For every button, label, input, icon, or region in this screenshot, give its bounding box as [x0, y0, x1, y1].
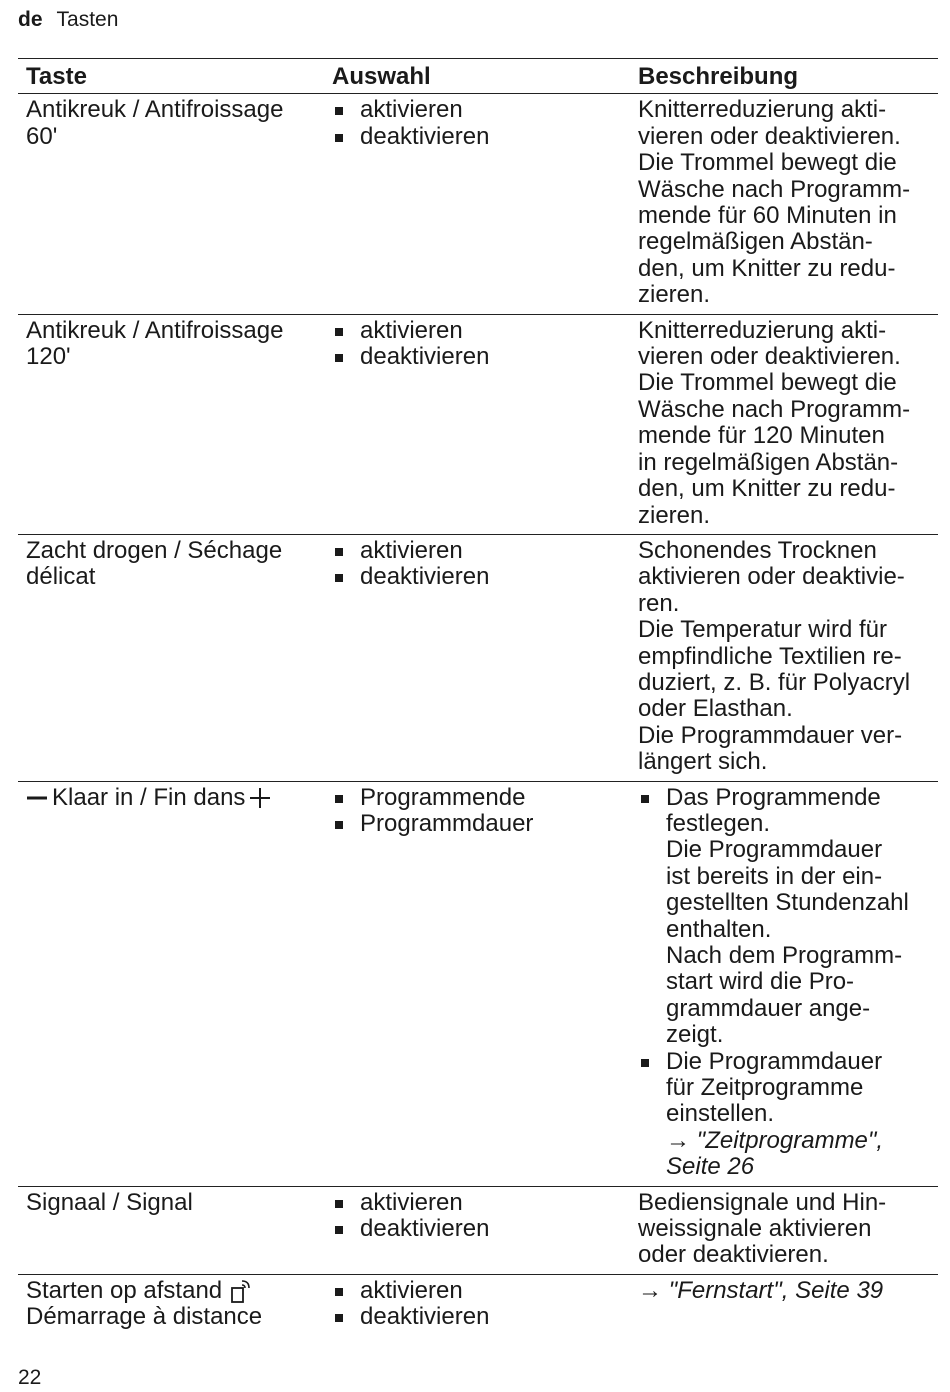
- selection-list: [332, 1275, 638, 1336]
- table-row: [18, 1275, 938, 1336]
- column-header-beschreibung: Beschreibung: [638, 63, 799, 90]
- selection-list: [332, 782, 638, 1186]
- language-code: de: [18, 8, 43, 31]
- column-header-auswahl: Auswahl: [332, 63, 431, 90]
- key-name: Starten op afstand Démarrage à distance: [26, 1276, 263, 1331]
- selection-list: [332, 1187, 638, 1274]
- description: Schonendes Trocknen aktivieren oder deaktivie- ren. Die Temperatur wird für empfindliche Textilien re- duziert, z. B. für Polyacryl oder Elasthan. Die Programmdauer ver- längert sich.: [638, 536, 911, 776]
- section-title: Tasten: [56, 8, 119, 31]
- plus-icon: [249, 787, 271, 809]
- key-name: Antikreuk / Antifroissage 120': [26, 316, 284, 371]
- list-item: aktivieren: [332, 97, 638, 123]
- cross-reference-link[interactable]: → "Fernstart", Seite 39: [638, 1276, 884, 1304]
- page-number: 22: [18, 1366, 42, 1389]
- description: Knitterreduzierung akti- vieren oder deaktivieren. Die Trommel bewegt die Wäsche nach Programm- mende für 60 Minuten in regelmäßigen Abstän- den, um Knitter zu redu- zieren.: [638, 96, 911, 309]
- list-item: deaktivieren: [332, 1304, 638, 1330]
- list-item: Programmdauer: [332, 811, 638, 837]
- key-name: Zacht drogen / Séchage délicat: [26, 536, 283, 591]
- list-item: deaktivieren: [332, 124, 638, 150]
- description: Bediensignale und Hin- weissignale aktivieren oder deaktivieren.: [638, 1188, 887, 1269]
- description: Knitterreduzierung akti- vieren oder deaktivieren. Die Trommel bewegt die Wäsche nach Programm- mende für 120 Minuten in regelmäßigen Abstän- den, um Knitter zu redu- zieren.: [638, 316, 911, 529]
- minus-icon: [26, 787, 48, 809]
- list-item: deaktivieren: [332, 344, 638, 370]
- list-item: aktivieren: [332, 1190, 638, 1216]
- selection-list: [332, 315, 638, 534]
- list-item: aktivieren: [332, 318, 638, 344]
- key-name: Klaar in / Fin dans: [18, 782, 332, 1186]
- list-item: Programmende: [332, 785, 638, 811]
- selection-list: [332, 94, 638, 313]
- list-item: Die Programmdauer für Zeitprogramme einstellen. → "Zeitprogramme", Seite 26: [638, 1049, 938, 1181]
- selection-list: [332, 535, 638, 781]
- list-item: aktivieren: [332, 1278, 638, 1304]
- list-item: aktivieren: [332, 538, 638, 564]
- key-name: Signaal / Signal: [26, 1188, 193, 1216]
- list-item: Das Programmende festlegen. Die Programmdauer ist bereits in der ein- gestellten Stundenzahl enthalten. Nach dem Programm- start wird die Pro- grammdauer ange- zeigt.: [638, 785, 938, 1049]
- page-header: [18, 8, 118, 32]
- table-header-row: [18, 59, 938, 94]
- key-name: Antikreuk / Antifroissage 60': [26, 96, 284, 150]
- cross-reference-page[interactable]: Seite 26: [666, 1153, 755, 1181]
- remote-start-icon: [229, 1280, 251, 1304]
- list-item: deaktivieren: [332, 564, 638, 590]
- table-row: [18, 315, 938, 535]
- keys-table: [18, 58, 938, 1336]
- table-row: [18, 782, 938, 1187]
- list-item: deaktivieren: [332, 1216, 638, 1242]
- table-row: [18, 535, 938, 782]
- table-row: [18, 94, 938, 314]
- description: [638, 1275, 938, 1336]
- cross-reference-link[interactable]: → "Zeitprogramme",: [666, 1126, 884, 1154]
- table-row: [18, 1187, 938, 1275]
- column-header-taste: Taste: [26, 63, 87, 90]
- description: [638, 782, 938, 1186]
